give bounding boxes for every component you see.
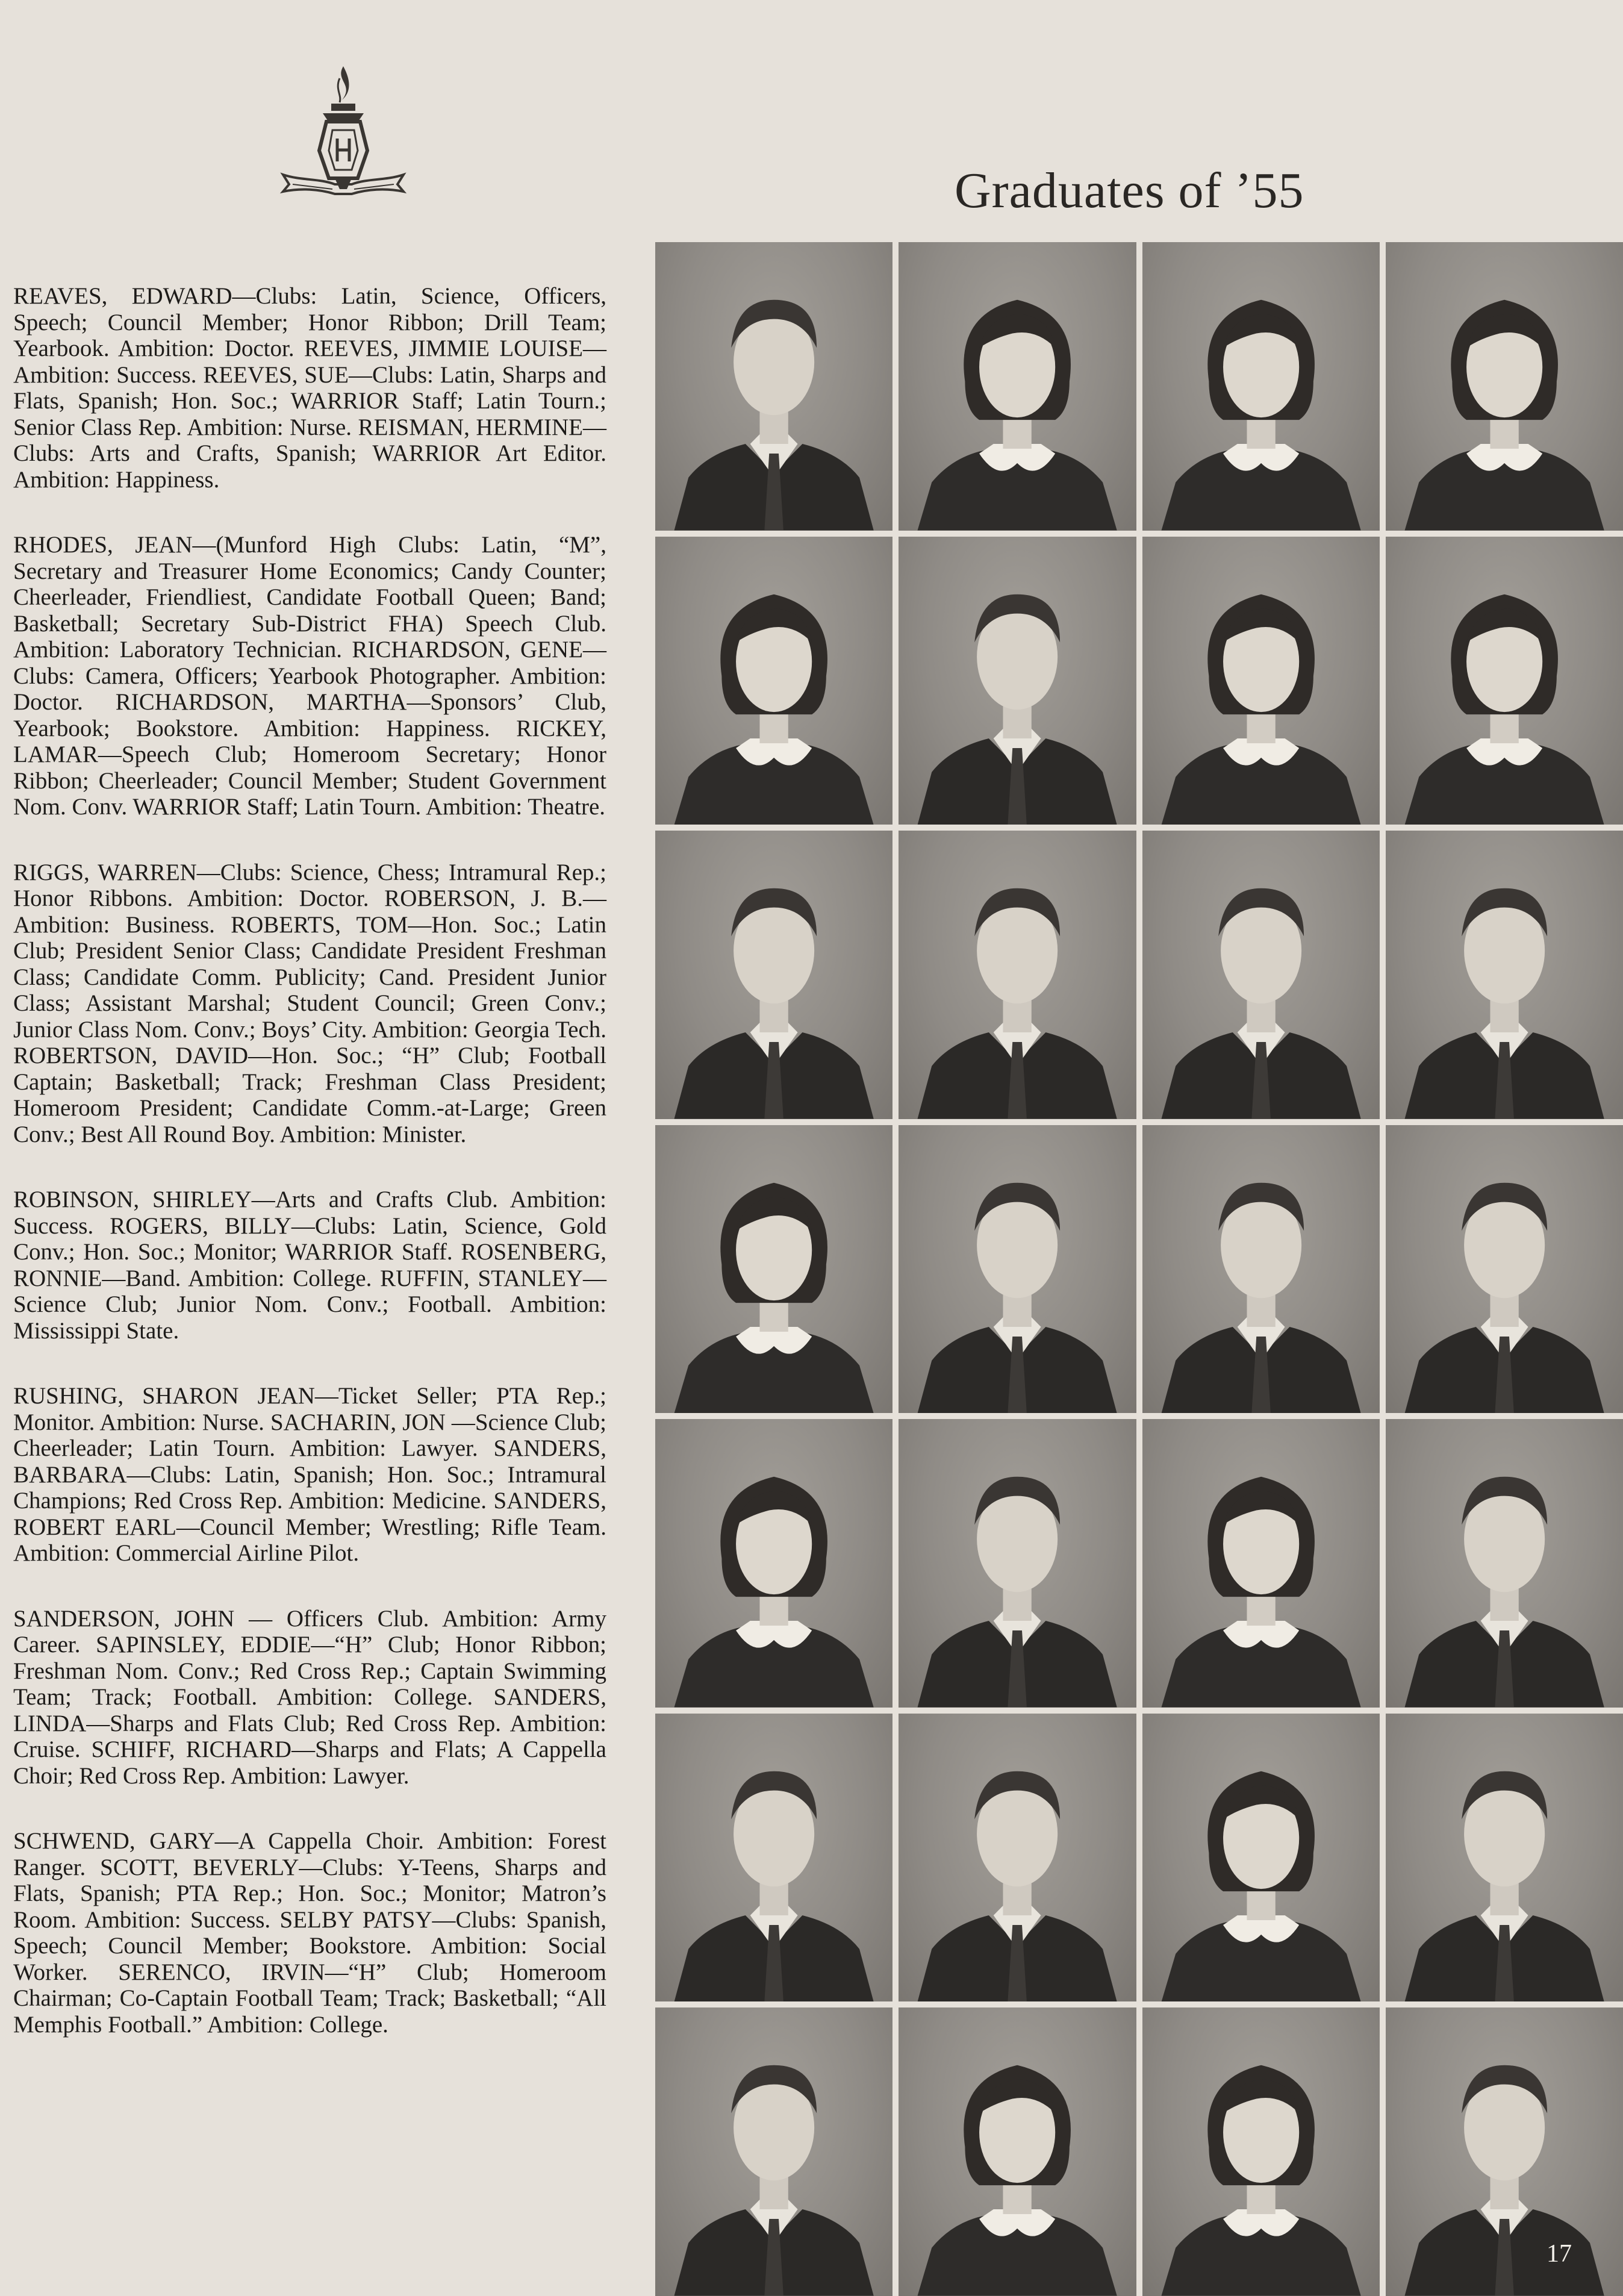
- bio-paragraph: REAVES, EDWARD—Clubs: Latin, Science, Officers, Speech; Council Member; Honor Ribbon; Drill Team; Yearbook. Ambition: Doctor. REEVES, JIMMIE LOUISE—Ambition: Success. REEVES, SUE—Clubs: Latin, Sharps and Flats, Spanish; Hon. Soc.; WARRIOR Staff; Latin Tourn.; Senior Class Rep. Ambition: Nurse. REISMAN, HERMINE—Clubs: Arts and Crafts, Spanish; WARRIOR Art Editor. Ambition: Happiness.: [13, 283, 606, 493]
- senior-portrait-grid: [655, 242, 1623, 2296]
- student-portrait: [899, 1419, 1136, 1708]
- student-portrait: [655, 2007, 892, 2296]
- student-portrait: [1142, 537, 1380, 825]
- student-portrait: [1142, 2007, 1380, 2296]
- student-portrait: [1386, 1714, 1623, 2002]
- bio-paragraph: SCHWEND, GARY—A Cappella Choir. Ambition: Forest Ranger. SCOTT, BEVERLY—Clubs: Y-Teens, Sharps and Flats, Spanish; PTA Rep.; Hon. Soc.; Monitor; Matron’s Room. Ambition: Success. SELBY PATSY—Clubs: Spanish, Speech; Council Member; Bookstore. Ambition: Social Worker. SERENCO, IRVIN—“H” Club; Homeroom Chairman; Co-Captain Football Team; Track; Basketball; “All Memphis Football.” Ambition: College.: [13, 1828, 606, 2038]
- student-portrait: [1142, 242, 1380, 531]
- student-portrait: [655, 831, 892, 1119]
- student-portrait: [655, 1419, 892, 1708]
- student-portrait: [655, 242, 892, 531]
- student-portrait: [1142, 1714, 1380, 2002]
- student-portrait: [1386, 537, 1623, 825]
- bio-paragraph: RUSHING, SHARON JEAN—Ticket Seller; PTA Rep.; Monitor. Ambition: Nurse. SACHARIN, JON —Science Club; Cheerleader; Latin Tourn. Ambition: Lawyer. SANDERS, BARBARA—Clubs: Latin, Spanish; Hon. Soc.; Intramural Champions; Red Cross Rep. Ambition: Medicine. SANDERS, ROBERT EARL—Council Member; Wrestling; Rifle Team. Ambition: Commercial Airline Pilot.: [13, 1383, 606, 1566]
- student-portrait: [899, 1714, 1136, 2002]
- page-title: Graduates of ’55: [955, 163, 1304, 219]
- student-portrait: [899, 2007, 1136, 2296]
- student-portrait: [1386, 2007, 1623, 2296]
- student-portrait: [1142, 831, 1380, 1119]
- student-portrait: [655, 537, 892, 825]
- senior-bios-column: [13, 283, 606, 2038]
- student-portrait: [899, 537, 1136, 825]
- school-lamp-emblem: [277, 60, 410, 205]
- student-portrait: [899, 831, 1136, 1119]
- student-portrait: [655, 1714, 892, 2002]
- student-portrait: [899, 242, 1136, 531]
- student-portrait: [1142, 1419, 1380, 1708]
- student-portrait: [655, 1125, 892, 1414]
- student-portrait: [1386, 1125, 1623, 1414]
- page-number: 17: [1547, 2240, 1572, 2268]
- student-portrait: [899, 1125, 1136, 1414]
- bio-paragraph: RHODES, JEAN—(Munford High Clubs: Latin, “M”, Secretary and Treasurer Home Economics; Candy Counter; Cheerleader, Friendliest, Candidate Football Queen; Band; Basketball; Secretary Sub-District FHA) Speech Club. Ambition: Laboratory Technician. RICHARDSON, GENE—Clubs: Camera, Officers; Yearbook Photographer. Ambition: Doctor. RICHARDSON, MARTHA—Sponsors’ Club, Yearbook; Bookstore. Ambition: Happiness. RICKEY, LAMAR—Speech Club; Homeroom Secretary; Honor Ribbon; Cheerleader; Council Member; Student Government Nom. Conv. WARRIOR Staff; Latin Tourn. Ambition: Theatre.: [13, 532, 606, 820]
- student-portrait: [1386, 242, 1623, 531]
- bio-paragraph: RIGGS, WARREN—Clubs: Science, Chess; Intramural Rep.; Honor Ribbons. Ambition: Doctor. ROBERSON, J. B.—Ambition: Business. ROBERTS, TOM—Hon. Soc.; Latin Club; President Senior Class; Candidate President Freshman Class; Candidate Comm. Publicity; Cand. President Junior Class; Assistant Marshal; Student Council; Green Conv.; Junior Class Nom. Conv.; Boys’ City. Ambition: Georgia Tech. ROBERTSON, DAVID—Hon. Soc.; “H” Club; Football Captain; Basketball; Track; Freshman Class President; Homeroom President; Candidate Comm.-at-Large; Green Conv.; Best All Round Boy. Ambition: Minister.: [13, 859, 606, 1147]
- bio-paragraph: SANDERSON, JOHN — Officers Club. Ambition: Army Career. SAPINSLEY, EDDIE—“H” Club; Honor Ribbon; Freshman Nom. Conv.; Red Cross Rep.; Captain Swimming Team; Track; Football. Ambition: College. SANDERS, LINDA—Sharps and Flats Club; Red Cross Rep. Ambition: Cruise. SCHIFF, RICHARD—Sharps and Flats; A Cappella Choir; Red Cross Rep. Ambition: Lawyer.: [13, 1605, 606, 1789]
- student-portrait: [1386, 1419, 1623, 1708]
- bio-paragraph: ROBINSON, SHIRLEY—Arts and Crafts Club. Ambition: Success. ROGERS, BILLY—Clubs: Latin, Science, Gold Conv.; Hon. Soc.; Monitor; WARRIOR Staff. ROSENBERG, RONNIE—Band. Ambition: College. RUFFIN, STANLEY—Science Club; Junior Nom. Conv.; Football. Ambition: Mississippi State.: [13, 1187, 606, 1344]
- student-portrait: [1386, 831, 1623, 1119]
- student-portrait: [1142, 1125, 1380, 1414]
